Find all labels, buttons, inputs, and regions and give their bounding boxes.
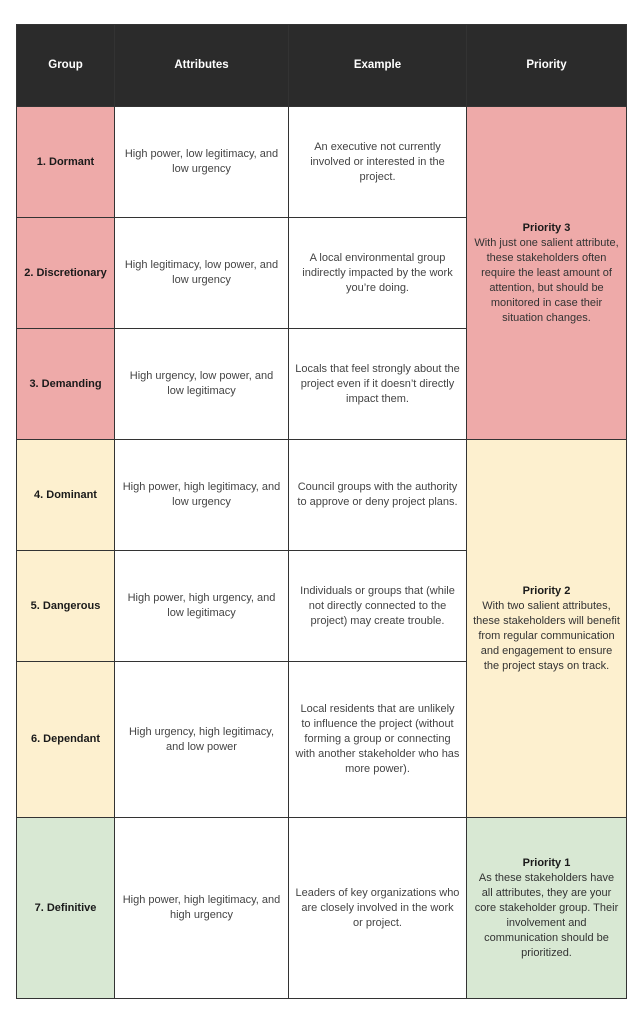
priority-2-title: Priority 2 [522, 584, 571, 597]
group-cell: 5. Dangerous [17, 551, 115, 662]
attributes-cell: High power, low legitimacy, and low urgency [115, 107, 289, 218]
group-cell: 4. Dominant [17, 440, 115, 551]
priority-2-cell [467, 440, 627, 818]
group-cell: 6. Dependant [17, 662, 115, 818]
priority-3-text: With just one salient attribute, these stakeholders often require the least amount of attention, but should be monitored in case their situation changes. [474, 236, 619, 324]
priority-3-cell [467, 107, 627, 440]
attributes-cell: High power, high legitimacy, and high urgency [115, 818, 289, 999]
example-cell: Council groups with the authority to approve or deny project plans. [289, 440, 467, 551]
group-cell: 2. Discretionary [17, 218, 115, 329]
attributes-cell: High legitimacy, low power, and low urgency [115, 218, 289, 329]
example-cell: Locals that feel strongly about the project even if it doesn’t directly impact them. [289, 329, 467, 440]
table-row [17, 440, 627, 551]
header-example: Example [289, 25, 467, 107]
attributes-cell: High power, high legitimacy, and low urgency [115, 440, 289, 551]
example-cell: A local environmental group indirectly impacted by the work you’re doing. [289, 218, 467, 329]
example-cell: Leaders of key organizations who are closely involved in the work or project. [289, 818, 467, 999]
example-cell: Individuals or groups that (while not directly connected to the project) may create trouble. [289, 551, 467, 662]
header-row [17, 25, 627, 107]
priority-1-title: Priority 1 [522, 856, 571, 869]
example-cell: Local residents that are unlikely to influence the project (without forming a group or connecting with another stakeholder who has more power). [289, 662, 467, 818]
attributes-cell: High urgency, low power, and low legitimacy [115, 329, 289, 440]
table-row [17, 818, 627, 999]
header-attributes: Attributes [115, 25, 289, 107]
attributes-cell: High urgency, high legitimacy, and low power [115, 662, 289, 818]
table-row [17, 107, 627, 218]
priority-1-text: As these stakeholders have all attributes, they are your core stakeholder group. Their involvement and communication should be prioritized. [474, 871, 619, 959]
group-cell: 7. Definitive [17, 818, 115, 999]
header-priority: Priority [467, 25, 627, 107]
priority-2-text: With two salient attributes, these stakeholders will benefit from regular communication and engagement to ensure the project stays on track. [473, 599, 620, 672]
example-cell: An executive not currently involved or interested in the project. [289, 107, 467, 218]
stakeholder-table [16, 24, 627, 999]
attributes-cell: High power, high urgency, and low legitimacy [115, 551, 289, 662]
priority-1-cell [467, 818, 627, 999]
header-group: Group [17, 25, 115, 107]
group-cell: 1. Dormant [17, 107, 115, 218]
priority-3-title: Priority 3 [522, 221, 571, 234]
group-cell: 3. Demanding [17, 329, 115, 440]
